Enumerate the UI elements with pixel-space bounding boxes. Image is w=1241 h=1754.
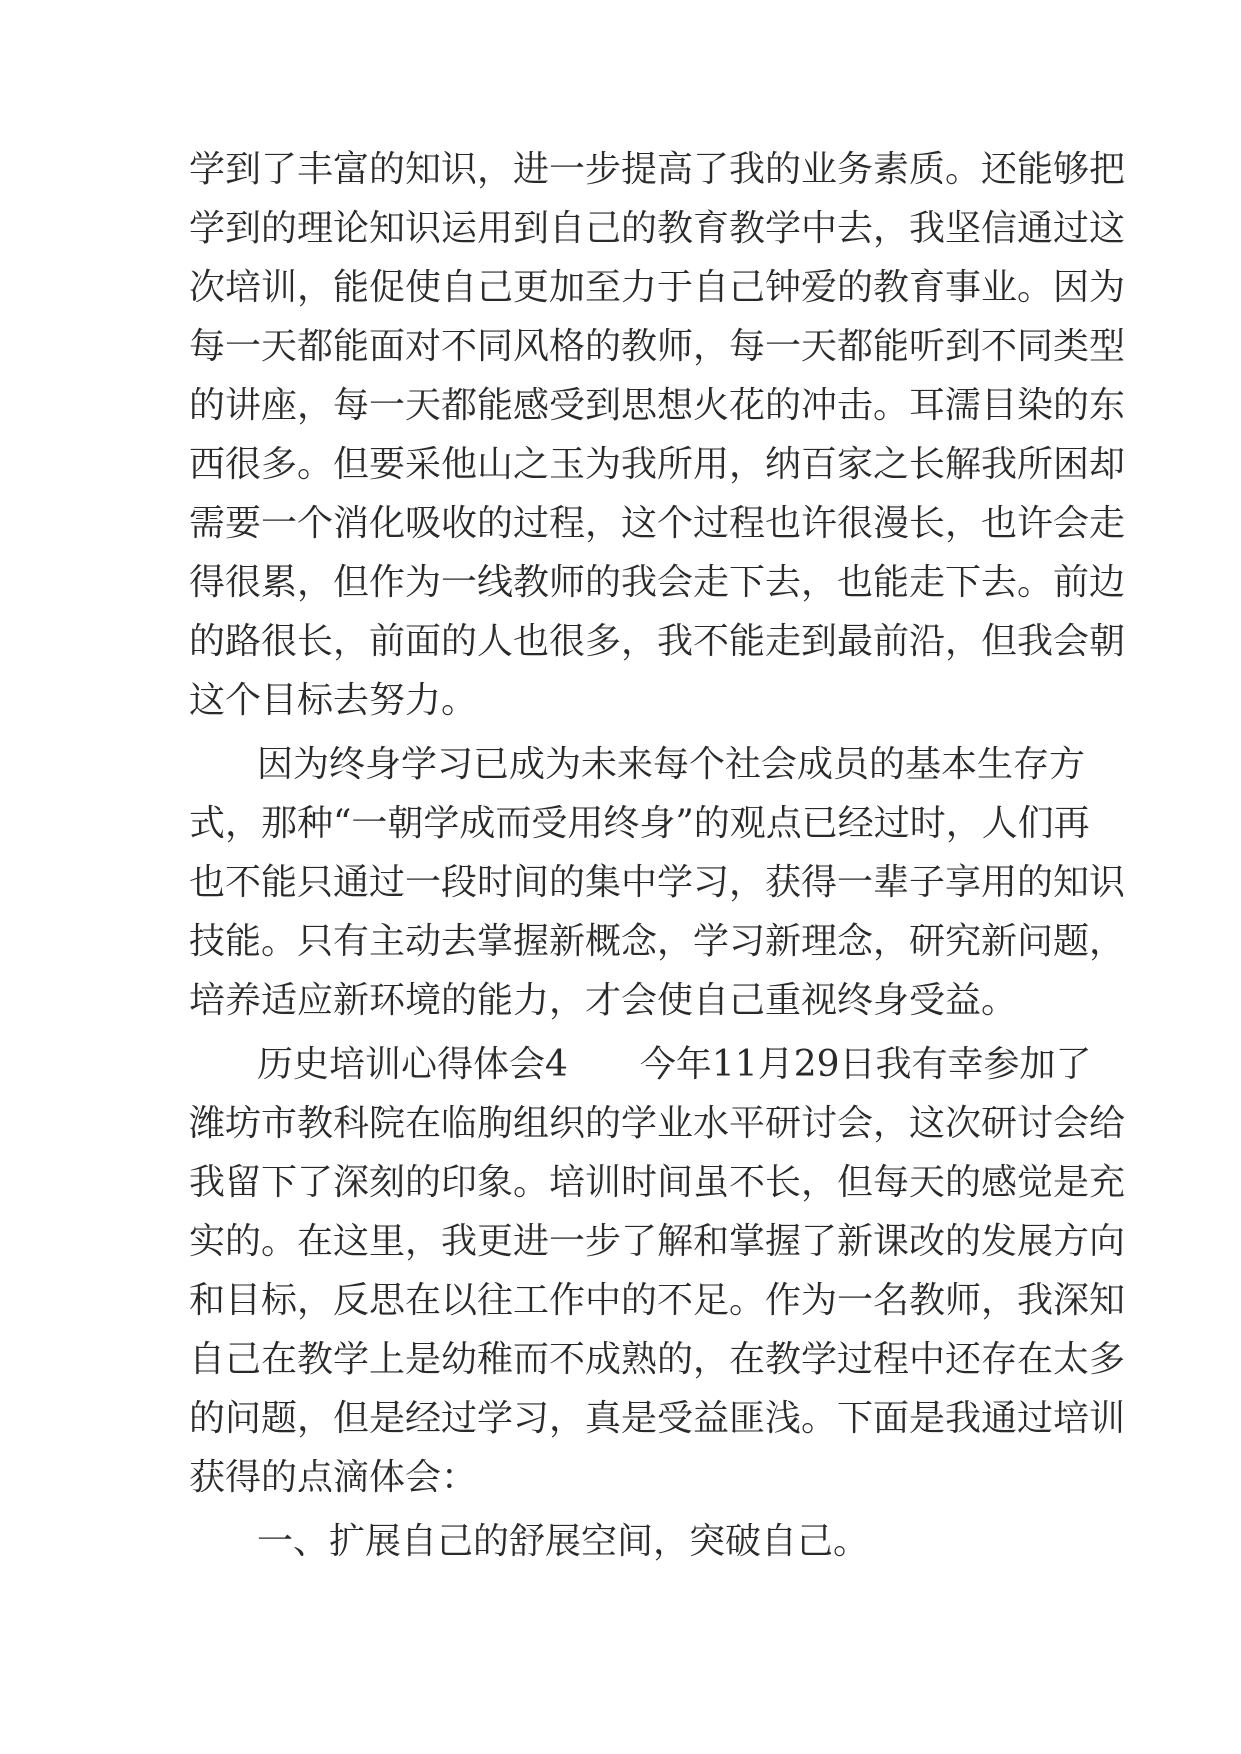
paragraph-line: 学到的理论知识运用到自己的教育教学中去，我坚信通过这 bbox=[189, 208, 1126, 249]
paragraph-line: 式，那种“一朝学成而受用终身”的观点已经过时，人们再 bbox=[189, 803, 1090, 844]
paragraph-line: 也不能只通过一段时间的集中学习，获得一辈子享用的知识 bbox=[189, 862, 1126, 903]
paragraph-line: 潍坊市教科院在临朐组织的学业水平研讨会，这次研讨会给 bbox=[189, 1103, 1126, 1144]
paragraph-line: 获得的点滴体会： bbox=[189, 1457, 478, 1498]
paragraph-line: 这个目标去努力。 bbox=[189, 680, 478, 721]
paragraph-line: 西很多。但要采他山之玉为我所用，纳百家之长解我所困却 bbox=[189, 444, 1126, 485]
paragraph-line: 的讲座，每一天都能感受到思想火花的冲击。耳濡目染的东 bbox=[189, 385, 1126, 426]
paragraph-line: 自己在教学上是幼稚而不成熟的，在教学过程中还存在太多 bbox=[189, 1339, 1126, 1380]
section-heading: 一、扩展自己的舒展空间，突破自己。 bbox=[257, 1521, 870, 1562]
paragraph-line: 得很累，但作为一线教师的我会走下去，也能走下去。前边 bbox=[189, 562, 1126, 603]
paragraph-line: 培养适应新环境的能力，才会使自己重视终身受益。 bbox=[189, 980, 1018, 1021]
paragraph-line: 实的。在这里，我更进一步了解和掌握了新课改的发展方向 bbox=[189, 1221, 1126, 1262]
paragraph-line: 需要一个消化吸收的过程，这个过程也许很漫长，也许会走 bbox=[189, 503, 1126, 544]
paragraph-line: 的问题，但是经过学习，真是受益匪浅。下面是我通过培训 bbox=[189, 1398, 1126, 1439]
paragraph-line: 的路很长，前面的人也很多，我不能走到最前沿，但我会朝 bbox=[189, 621, 1126, 662]
paragraph-line: 因为终身学习已成为未来每个社会成员的基本生存方 bbox=[257, 744, 1086, 785]
paragraph-line: 技能。只有主动去掌握新概念，学习新理念，研究新问题， bbox=[189, 921, 1126, 962]
paragraph-line: 次培训，能促使自己更加至力于自己钟爱的教育事业。因为 bbox=[189, 267, 1126, 308]
paragraph-line: 和目标，反思在以往工作中的不足。作为一名教师，我深知 bbox=[189, 1280, 1126, 1321]
paragraph-line: 每一天都能面对不同风格的教师，每一天都能听到不同类型 bbox=[189, 326, 1126, 367]
paragraph-line: 学到了丰富的知识，进一步提高了我的业务素质。还能够把 bbox=[189, 149, 1126, 190]
paragraph-line: 历史培训心得体会4 今年11月29日我有幸参加了 bbox=[257, 1044, 1092, 1085]
paragraph-line: 我留下了深刻的印象。培训时间虽不长，但每天的感觉是充 bbox=[189, 1162, 1126, 1203]
